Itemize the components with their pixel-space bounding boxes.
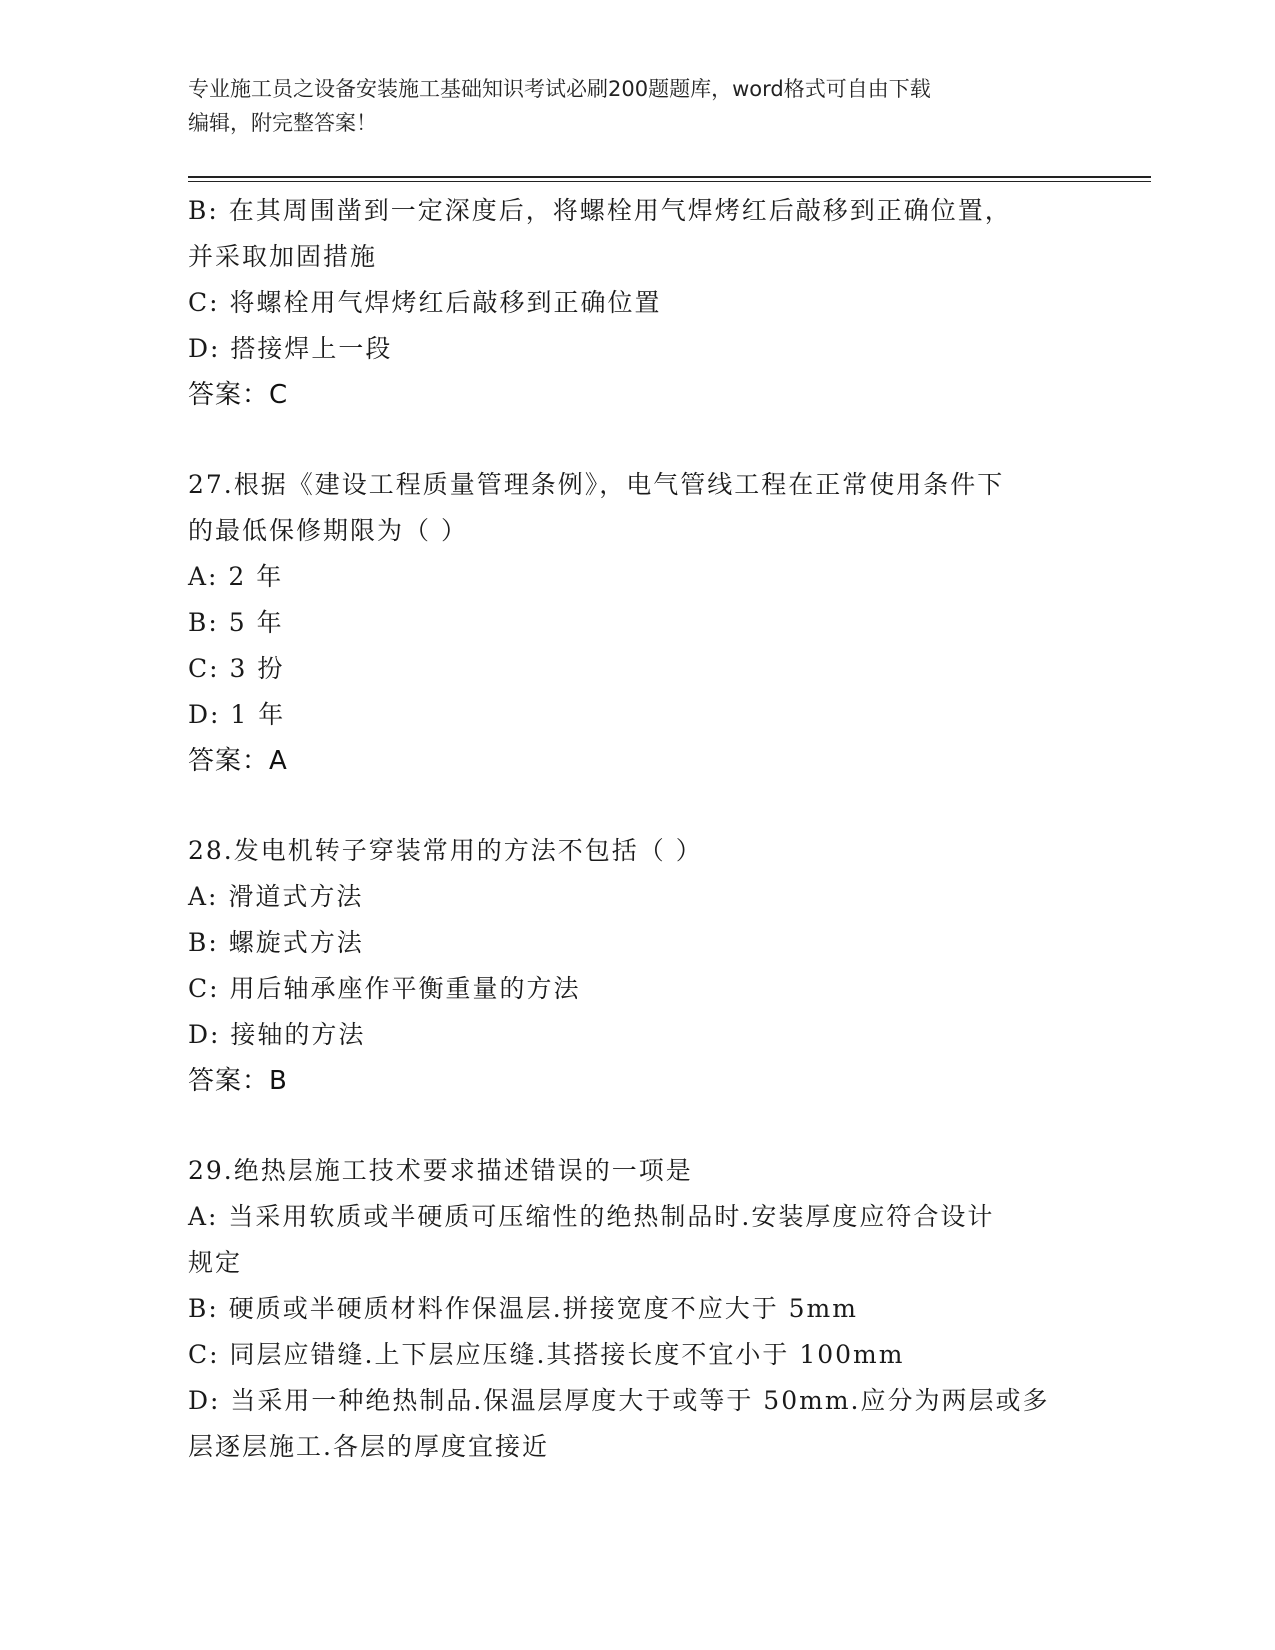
option-c: C: 用后轴承座作平衡重量的方法 [188, 974, 581, 1003]
option-d: D: 搭接焊上一段 [188, 334, 393, 363]
spacer [188, 1104, 1088, 1148]
question-27 [188, 462, 1088, 784]
option-a: A: 2 年 [188, 562, 284, 591]
header-title-line-1: 专业施工员之设备安装施工基础知识考试必刷200题题库，word格式可自由下载 [188, 77, 931, 101]
option-b: B: 螺旋式方法 [188, 928, 364, 957]
option-d: D: 1 年 [188, 700, 286, 729]
spacer [188, 418, 1088, 462]
question-26-continuation [188, 188, 1088, 418]
option-c: C: 同层应错缝.上下层应压缝.其搭接长度不宜小于 100mm [188, 1340, 905, 1369]
option-c: C: 将螺栓用气焊烤红后敲移到正确位置 [188, 288, 662, 317]
answer: 答案：A [188, 746, 288, 776]
option-d: D: 当采用一种绝热制品.保温层厚度大于或等于 50mm.应分为两层或多 [188, 1386, 1050, 1415]
option-d-continued: 层逐层施工.各层的厚度宜接近 [188, 1432, 549, 1461]
option-a-continued: 规定 [188, 1248, 243, 1277]
question-stem-line-1: 29.绝热层施工技术要求描述错误的一项是 [188, 1156, 693, 1185]
option-a: A: 滑道式方法 [188, 882, 364, 911]
header-title-line-2: 编辑，附完整答案！ [188, 111, 377, 135]
spacer [188, 784, 1088, 828]
option-c: C: 3 扮 [188, 654, 285, 683]
option-b: B: 5 年 [188, 608, 284, 637]
document-body [188, 188, 1088, 1470]
question-stem-line-2: 的最低保修期限为（ ） [188, 516, 468, 545]
header-rule-thin [188, 181, 1151, 182]
option-b-continued: 并采取加固措施 [188, 242, 378, 271]
question-29 [188, 1148, 1088, 1470]
header-rule-thick [188, 176, 1151, 178]
answer: 答案：C [188, 380, 289, 410]
option-b: B: 硬质或半硬质材料作保温层.拼接宽度不应大于 5mm [188, 1294, 858, 1323]
answer: 答案：B [188, 1066, 288, 1096]
option-d: D: 接轴的方法 [188, 1020, 366, 1049]
question-stem-line-1: 27.根据《建设工程质量管理条例》，电气管线工程在正常使用条件下 [188, 470, 1005, 499]
question-28 [188, 828, 1088, 1104]
document-header [188, 72, 1068, 140]
question-stem-line-1: 28.发电机转子穿装常用的方法不包括（ ） [188, 836, 703, 865]
option-a: A: 当采用软质或半硬质可压缩性的绝热制品时.安装厚度应符合设计 [188, 1202, 995, 1231]
option-b: B: 在其周围凿到一定深度后，将螺栓用气焊烤红后敲移到正确位置， [188, 196, 1012, 225]
